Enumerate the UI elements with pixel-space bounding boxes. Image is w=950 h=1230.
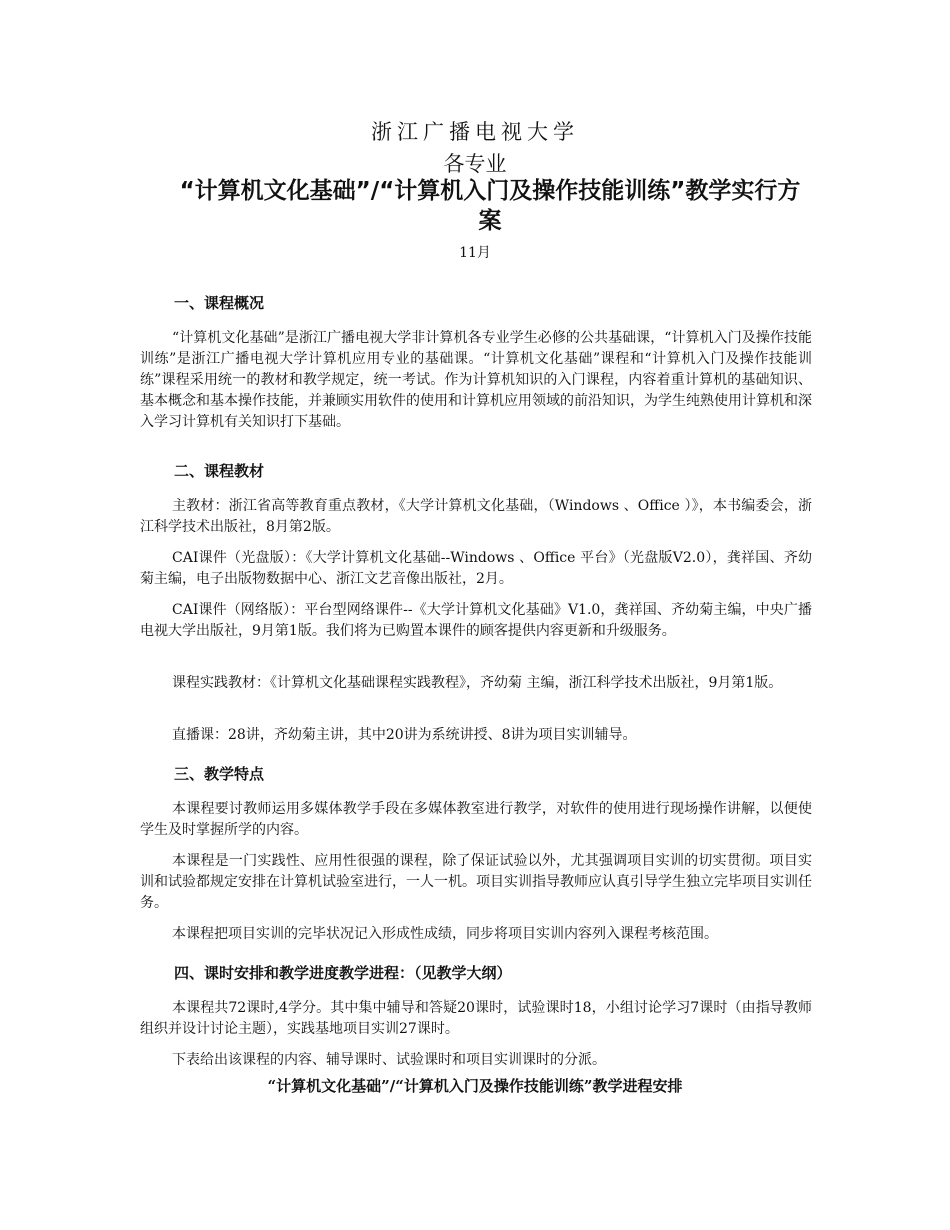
paragraph-main-textbook: 主教材：浙江省高等教育重点教材，《大学计算机文化基础，（Windows 、Office ）》，本书编委会，浙江科学技术出版社，8月第2版。 (140, 498, 812, 535)
paragraph-hours: 本课程共72课时,4学分。其中集中辅导和答疑20课时，试验课时18，小组讨论学习7课时（由指导教师组织并设计讨论主题），实践基地项目实训27课时。 (140, 1000, 812, 1037)
section-heading-textbooks: 二、课程教材 (174, 462, 265, 480)
paragraph-cai-cd: CAI课件（光盘版）：《大学计算机文化基础--Windows 、Office 平台》（光盘版V2.0），龚祥国、齐幼菊主编，电子出版物数据中心、浙江文艺音像出版社，2月。 (140, 550, 812, 587)
institution-title: 浙江广播电视大学 (371, 120, 579, 144)
paragraph-table-intro: 下表给出该课程的内容、辅导课时、试验课时和项目实训课时的分派。 (172, 1052, 606, 1068)
paragraph-live-lectures: 直播课：28讲，齐幼菊主讲，其中20讲为系统讲授、8讲为项目实训辅导。 (172, 727, 637, 743)
table-caption: “计算机文化基础”/“计算机入门及操作技能训练”教学进程安排 (267, 1077, 683, 1095)
section-heading-teaching-features: 三、教学特点 (174, 765, 265, 783)
paragraph-cai-network: CAI课件（网络版）：平台型网络课件--《大学计算机文化基础》V1.0，龚祥国、齐幼菊主编，中央广播电视大学出版社，9月第1版。我们将为已购置本课件的顾客提供内容更新和升级服务。 (140, 602, 812, 639)
paragraph-practice-textbook: 课程实践教材：《计算机文化基础课程实践教程》，齐幼菊 主编，浙江科学技术出版社，9月第1版。 (172, 675, 783, 691)
section-heading-schedule: 四、课时安排和教学进度教学进程：（见教学大纲） (174, 964, 512, 982)
paragraph-assessment: 本课程把项目实训的完毕状况记入形成性成绩，同步将项目实训内容列入课程考核范围。 (172, 926, 718, 942)
scope-subtitle: 各专业 (443, 152, 507, 176)
document-date: 11月 (459, 245, 491, 261)
paragraph-overview: “计算机文化基础”是浙江广播电视大学非计算机各专业学生必修的公共基础课，“计算机入门及操作技能训练”是浙江广播电视大学计算机应用专业的基础课。“计算机文化基础”课程和“计算机入门及操作技能训练”课程采用统一的教材和教学规定，统一考试。作为计算机知识的入门课程，内容着重计算机的基础知识、基本概念和基本操作技能，并兼顾实用软件的使用和计算机应用领域的前沿知识，为学生纯熟使用计算机和深入学习计算机有关知识打下基础。 (140, 330, 812, 430)
paragraph-practical-training: 本课程是一门实践性、应用性很强的课程，除了保证试验以外，尤其强调项目实训的切实贯彻。项目实训和试验都规定安排在计算机试验室进行，一人一机。项目实训指导教师应认真引导学生独立完毕项目实训任务。 (140, 853, 812, 911)
section-heading-overview: 一、课程概况 (174, 294, 265, 312)
document-title: “计算机文化基础”/“计算机入门及操作技能训练”教学实行方案 (179, 178, 801, 234)
paragraph-multimedia-teaching: 本课程要讨教师运用多媒体教学手段在多媒体教室进行教学，对软件的使用进行现场操作讲解，以便使学生及时掌握所学的内容。 (140, 801, 812, 838)
